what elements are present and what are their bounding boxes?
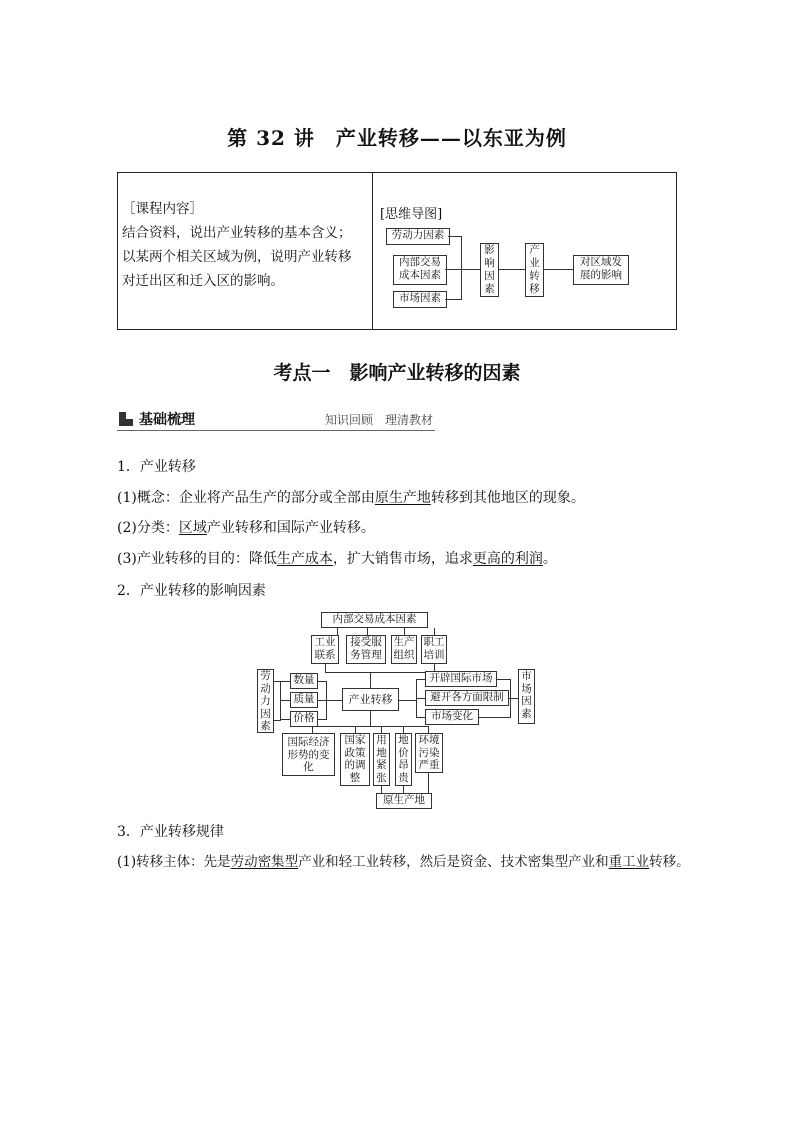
concept-line: (1)概念：企业将产品生产的部分或全部由原生产地转移到其他地区的现象。 bbox=[117, 490, 585, 506]
rule-line: (1)转移主体：先是劳动密集型产业和轻工业转移，然后是资金、技术密集型产业和重工业转移。 bbox=[117, 854, 690, 870]
mind-map-effect: 对区域发 展的影响 bbox=[573, 255, 629, 285]
box-production-org: 生产 组织 bbox=[391, 635, 417, 664]
course-line-3: 对迁出区和迁入区的影响。 bbox=[122, 273, 284, 289]
box-intl-economy: 国际经济 形势的变 化 bbox=[282, 733, 335, 776]
box-service-mgmt: 接受服 务管理 bbox=[346, 635, 386, 664]
section-square-icon bbox=[119, 412, 133, 426]
course-content bbox=[122, 197, 372, 293]
page-title: 第 32 讲 产业转移——以东亚为例 bbox=[227, 126, 567, 150]
box-quantity: 数量 bbox=[290, 673, 318, 689]
box-origin: 原生产地 bbox=[376, 793, 432, 809]
mind-map-factor-internal: 内部交易 成本因素 bbox=[393, 255, 447, 285]
course-line-1: 结合资料，说出产业转移的基本含义； bbox=[122, 225, 352, 241]
section-name: 基础梳理 bbox=[139, 412, 195, 428]
course-label: ［课程内容］ bbox=[122, 201, 203, 217]
box-labor: 劳 动 力 因 素 bbox=[257, 669, 274, 733]
mind-map-factor-market: 市场因素 bbox=[393, 291, 447, 308]
box-center: 产业转移 bbox=[342, 688, 399, 711]
table-divider bbox=[372, 173, 373, 329]
box-internal: 内部交易成本因素 bbox=[321, 612, 428, 628]
box-market: 市 场 因 素 bbox=[518, 669, 535, 724]
heading-3: 3．产业转移规律 bbox=[117, 824, 224, 840]
goal-line: (3)产业转移的目的：降低生产成本，扩大销售市场，追求更高的利润。 bbox=[117, 551, 557, 567]
box-price: 价格 bbox=[290, 711, 318, 727]
box-market-change: 市场变化 bbox=[425, 709, 479, 725]
mind-map-influence: 影 响 因 素 bbox=[480, 243, 499, 297]
box-intl-market: 开辟国际市场 bbox=[425, 671, 497, 687]
box-avoid-limits: 避开各方面限制 bbox=[425, 690, 509, 706]
mind-map-transfer: 产 业 转 移 bbox=[525, 243, 544, 297]
box-industrial-link: 工业 联系 bbox=[311, 635, 339, 664]
intro-table bbox=[117, 172, 677, 330]
section-subtitle: 知识回顾 理清教材 bbox=[325, 413, 434, 427]
mind-map-label: [思维导图] bbox=[380, 207, 443, 222]
section-rule bbox=[117, 430, 435, 431]
point-title: 考点一 影响产业转移的因素 bbox=[273, 362, 521, 384]
box-quality: 质量 bbox=[290, 692, 318, 708]
box-training: 职工 培训 bbox=[421, 635, 447, 664]
box-land: 用 地 紧 张 bbox=[373, 733, 390, 786]
mind-map-factor-labor: 劳动力因素 bbox=[386, 228, 450, 245]
types-line: (2)分类：区域产业转移和国际产业转移。 bbox=[117, 520, 375, 536]
box-pollution: 环境 污染 严重 bbox=[415, 733, 443, 773]
course-line-2: 以某两个相关区域为例，说明产业转移 bbox=[122, 249, 352, 265]
heading-1: 1．产业转移 bbox=[117, 459, 196, 475]
section-header bbox=[117, 408, 435, 432]
heading-2: 2．产业转移的影响因素 bbox=[117, 583, 266, 599]
box-land-price: 地 价 昂 贵 bbox=[395, 733, 412, 786]
box-policy: 国家 政策 的调 整 bbox=[340, 733, 370, 786]
